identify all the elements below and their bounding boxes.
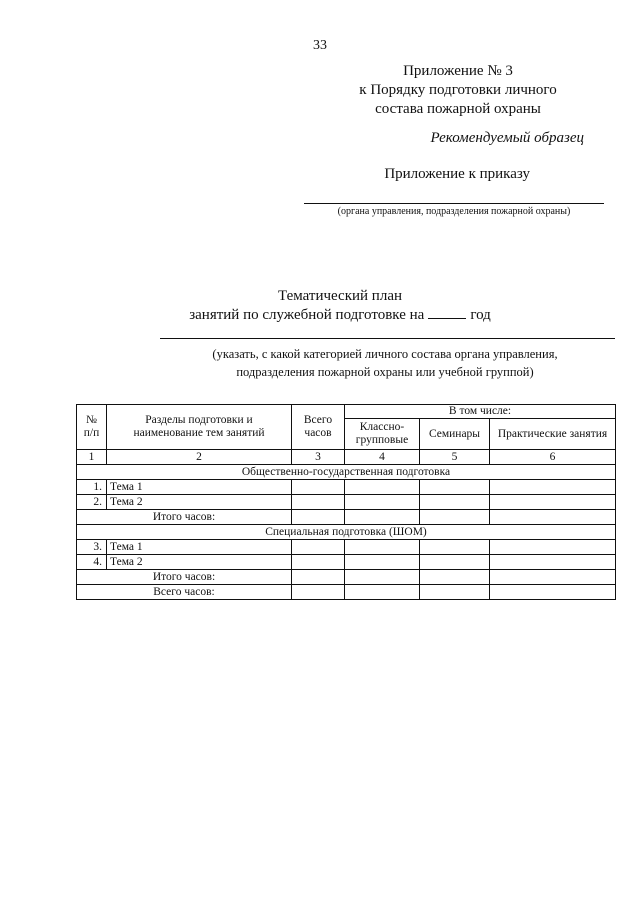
row-num: 3. — [77, 540, 107, 555]
col-number: 5 — [420, 450, 490, 465]
cell-total — [292, 570, 345, 585]
subtotal-row — [77, 510, 616, 525]
cell-practical — [490, 495, 616, 510]
order-appendix-label: Приложение к приказу — [384, 166, 530, 182]
cell-seminars — [420, 495, 490, 510]
col-number: 6 — [490, 450, 616, 465]
cell-seminars — [420, 540, 490, 555]
cell-total — [292, 495, 345, 510]
section-title-row — [77, 525, 616, 540]
cell-practical — [490, 480, 616, 495]
cell-practical — [490, 570, 616, 585]
appendix-line3: состава пожарной охраны — [375, 101, 541, 117]
header-seminars: Семинары — [420, 419, 490, 450]
grand-total-row — [77, 585, 616, 600]
table-row — [77, 480, 616, 495]
header-row-1 — [77, 405, 616, 419]
page-number: 33 — [313, 38, 327, 53]
header-practical: Практические занятия — [490, 419, 616, 450]
category-caption-line2: подразделения пожарной охраны или учебной группой) — [236, 365, 534, 379]
col-number: 2 — [107, 450, 292, 465]
appendix-line2: к Порядку подготовки личного — [359, 82, 557, 98]
col-number: 1 — [77, 450, 107, 465]
recommended-sample-label: Рекомендуемый образец — [430, 130, 584, 146]
cell-seminars — [420, 480, 490, 495]
grand-total-label: Всего часов: — [77, 585, 292, 600]
year-blank — [428, 306, 466, 319]
plan-subtitle — [0, 306, 640, 324]
plan-subtitle-before: занятий по служебной подготовке на — [189, 307, 425, 323]
header-sections: Разделы подготовки и наименование тем занятий — [107, 405, 292, 450]
cell-class-group — [345, 480, 420, 495]
header-num: № п/п — [77, 405, 107, 450]
section1-title: Общественно-государственная подготовка — [77, 465, 616, 480]
col-number: 4 — [345, 450, 420, 465]
header-class-group: Классно-групповые — [345, 419, 420, 450]
column-number-row — [77, 450, 616, 465]
cell-class-group — [345, 495, 420, 510]
cell-class-group — [345, 510, 420, 525]
cell-class-group — [345, 570, 420, 585]
table-row — [77, 540, 616, 555]
org-caption: (органа управления, подразделения пожарной охраны) — [337, 206, 571, 217]
cell-practical — [490, 510, 616, 525]
col-number: 3 — [292, 450, 345, 465]
row-topic: Тема 1 — [107, 480, 292, 495]
thematic-plan-table — [76, 404, 616, 600]
row-num: 4. — [77, 555, 107, 570]
cell-total — [292, 510, 345, 525]
plan-subtitle-after: год — [470, 307, 491, 323]
category-line — [160, 338, 615, 339]
cell-total — [292, 585, 345, 600]
cell-total — [292, 555, 345, 570]
category-caption-line1: (указать, с какой категорией личного состава органа управления, — [212, 347, 558, 361]
cell-class-group — [345, 555, 420, 570]
cell-total — [292, 480, 345, 495]
plan-title: Тематический план — [277, 288, 402, 304]
cell-total — [292, 540, 345, 555]
cell-practical — [490, 585, 616, 600]
cell-practical — [490, 555, 616, 570]
header-including: В том числе: — [345, 405, 616, 419]
table-row — [77, 495, 616, 510]
section2-subtotal-label: Итого часов: — [77, 570, 292, 585]
row-num: 2. — [77, 495, 107, 510]
row-num: 1. — [77, 480, 107, 495]
cell-seminars — [420, 555, 490, 570]
section1-subtotal-label: Итого часов: — [77, 510, 292, 525]
row-topic: Тема 2 — [107, 555, 292, 570]
category-caption — [120, 345, 640, 381]
row-topic: Тема 1 — [107, 540, 292, 555]
section-title-row — [77, 465, 616, 480]
appendix-line1: Приложение № 3 — [403, 63, 513, 79]
cell-seminars — [420, 570, 490, 585]
subtotal-row — [77, 570, 616, 585]
cell-seminars — [420, 585, 490, 600]
cell-practical — [490, 540, 616, 555]
table-row — [77, 555, 616, 570]
cell-class-group — [345, 585, 420, 600]
org-name-line — [304, 203, 604, 204]
cell-class-group — [345, 540, 420, 555]
cell-seminars — [420, 510, 490, 525]
section2-title: Специальная подготовка (ШОМ) — [77, 525, 616, 540]
appendix-header — [328, 62, 588, 119]
header-total: Всего часов — [292, 405, 345, 450]
row-topic: Тема 2 — [107, 495, 292, 510]
